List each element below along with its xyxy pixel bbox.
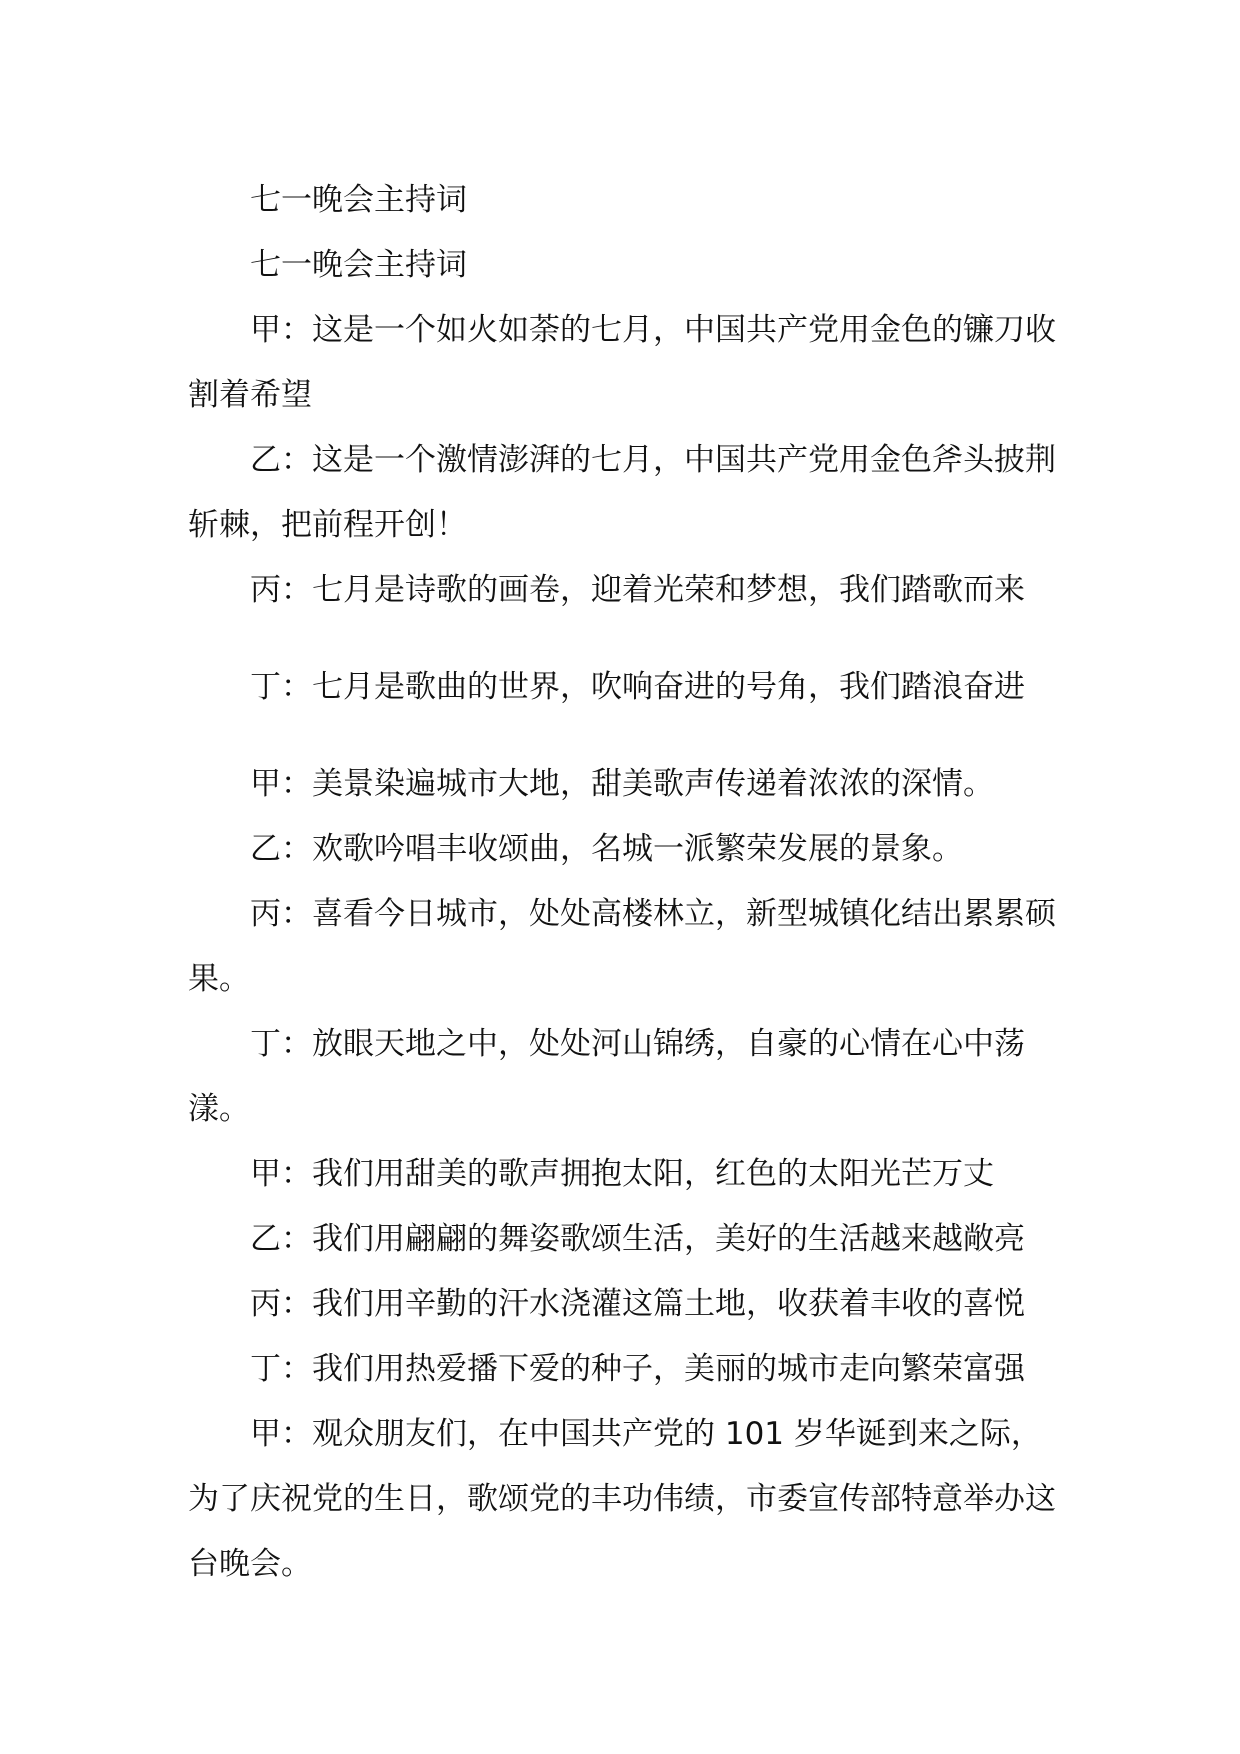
dialogue-line: 乙：我们用翩翩的舞姿歌颂生活，美好的生活越来越敞亮 — [250, 1221, 1025, 1257]
dialogue-line: 丁：七月是歌曲的世界，吹响奋进的号角，我们踏浪奋进 — [250, 669, 1025, 705]
blank-line — [188, 623, 1056, 655]
dialogue-line: 丁：我们用热爱播下爱的种子，美丽的城市走向繁荣富强 — [250, 1351, 1025, 1387]
dialogue-line: 丙：喜看今日城市，处处高楼林立，新型城镇化结出累累硕果。 — [188, 896, 1056, 997]
blank-line — [188, 720, 1056, 752]
doc-title: 七一晚会主持词 — [250, 182, 467, 218]
dialogue-line: 丙：七月是诗歌的画卷，迎着光荣和梦想，我们踏歌而来 — [250, 572, 1025, 608]
dialogue-line: 乙：欢歌吟唱丰收颂曲，名城一派繁荣发展的景象。 — [250, 831, 963, 867]
dialogue-line: 甲：美景染遍城市大地，甜美歌声传递着浓浓的深情。 — [250, 766, 994, 802]
dialogue-line: 丙：我们用辛勤的汗水浇灌这篇土地，收获着丰收的喜悦 — [250, 1286, 1025, 1322]
dialogue-line: 甲：观众朋友们，在中国共产党的 101 岁华诞到来之际，为了庆祝党的生日，歌颂党的丰功伟绩，市委宣传部特意举办这台晚会。 — [188, 1416, 1056, 1582]
doc-subtitle: 七一晚会主持词 — [250, 247, 467, 283]
document-body — [188, 168, 1056, 1597]
dialogue-line: 甲：我们用甜美的歌声拥抱太阳，红色的太阳光芒万丈 — [250, 1156, 994, 1192]
dialogue-line: 甲：这是一个如火如荼的七月，中国共产党用金色的镰刀收割着希望 — [188, 312, 1056, 413]
dialogue-line: 乙：这是一个激情澎湃的七月，中国共产党用金色斧头披荆斩棘，把前程开创！ — [188, 442, 1056, 543]
dialogue-line: 丁：放眼天地之中，处处河山锦绣，自豪的心情在心中荡漾。 — [188, 1026, 1025, 1127]
